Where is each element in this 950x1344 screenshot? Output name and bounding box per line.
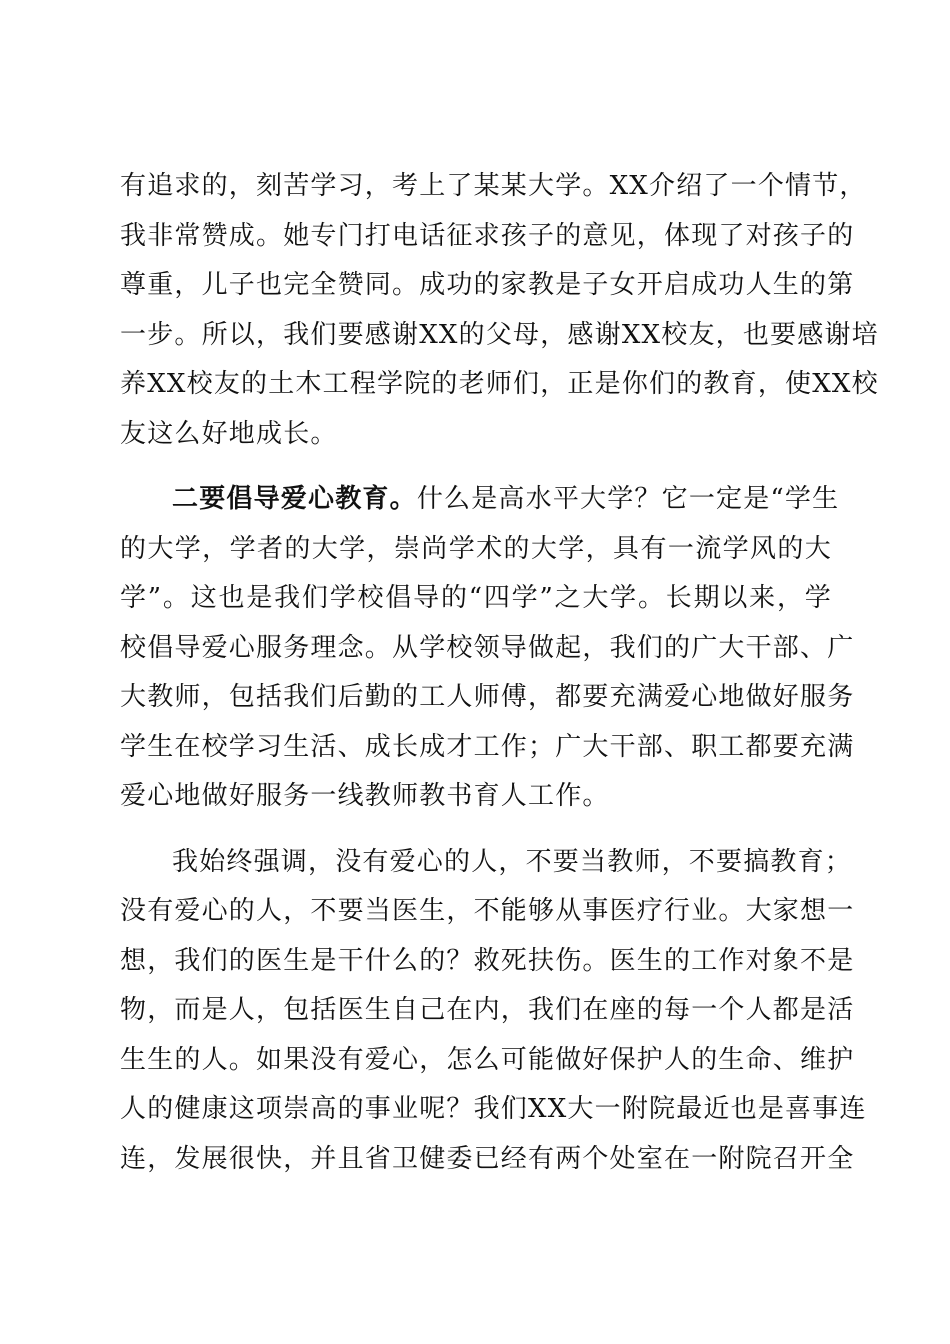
- paragraph-line: 我非常赞成。她专门打电话征求孩子的意见，体现了对孩子的: [120, 220, 855, 251]
- paragraph-line: 物，而是人，包括医生自己在内，我们在座的每一个人都是活: [120, 995, 855, 1025]
- paragraph-line: 连，发展很快，并且省卫健委已经有两个处室在一附院召开全: [120, 1143, 855, 1174]
- paragraph-line-rest: 什么是高水平大学？它一定是“学生: [416, 484, 840, 514]
- paragraph-line: 人的健康这项崇高的事业呢？我们XX大一附院最近也是喜事连: [120, 1094, 867, 1124]
- paragraph-line: 的大学，学者的大学，崇尚学术的大学，具有一流学风的大: [120, 533, 832, 564]
- paragraph-1: [120, 162, 879, 459]
- paragraph-line: 尊重，儿子也完全赞同。成功的家教是子女开启成功人生的第: [120, 270, 855, 300]
- document-body: [120, 162, 879, 1184]
- paragraph-line: 没有爱心的人，不要当医生，不能够从事医疗行业。大家想一: [120, 896, 855, 926]
- paragraph-line: 友这么好地成长。: [120, 418, 338, 449]
- paragraph-line: 学生在校学习生活、成长成才工作；广大干部、职工都要充满: [120, 731, 855, 762]
- section-heading: 二要倡导爱心教育。: [172, 484, 417, 514]
- paragraph-line: 我始终强调，没有爱心的人，不要当教师，不要搞教育；: [172, 846, 853, 877]
- paragraph-line: 大教师，包括我们后勤的工人师傅，都要充满爱心地做好服务: [120, 682, 855, 712]
- paragraph-line: 爱心地做好服务一线教师教书育人工作。: [120, 781, 610, 811]
- paragraph-line: 有追求的，刻苦学习，考上了某某大学。XX介绍了一个情节，: [120, 171, 867, 201]
- paragraph-first-line: [120, 475, 840, 525]
- paragraph-line: 生生的人。如果没有爱心，怎么可能做好保护人的生命、维护: [120, 1044, 855, 1075]
- paragraph-line: 校倡导爱心服务理念。从学校领导做起，我们的广大干部、广: [120, 632, 855, 663]
- paragraph-line: 想，我们的医生是干什么的？救死扶伤。医生的工作对象不是: [120, 945, 855, 976]
- paragraph-3: [120, 838, 867, 1185]
- paragraph-line: 一步。所以，我们要感谢XX的父母，感谢XX校友，也要感谢培: [120, 319, 879, 350]
- paragraph-line: 养XX校友的土木工程学院的老师们，正是你们的教育，使XX校: [120, 369, 879, 399]
- paragraph-2: [120, 475, 855, 822]
- paragraph-line: 学”。这也是我们学校倡导的“四学”之大学。长期以来，学: [120, 583, 832, 613]
